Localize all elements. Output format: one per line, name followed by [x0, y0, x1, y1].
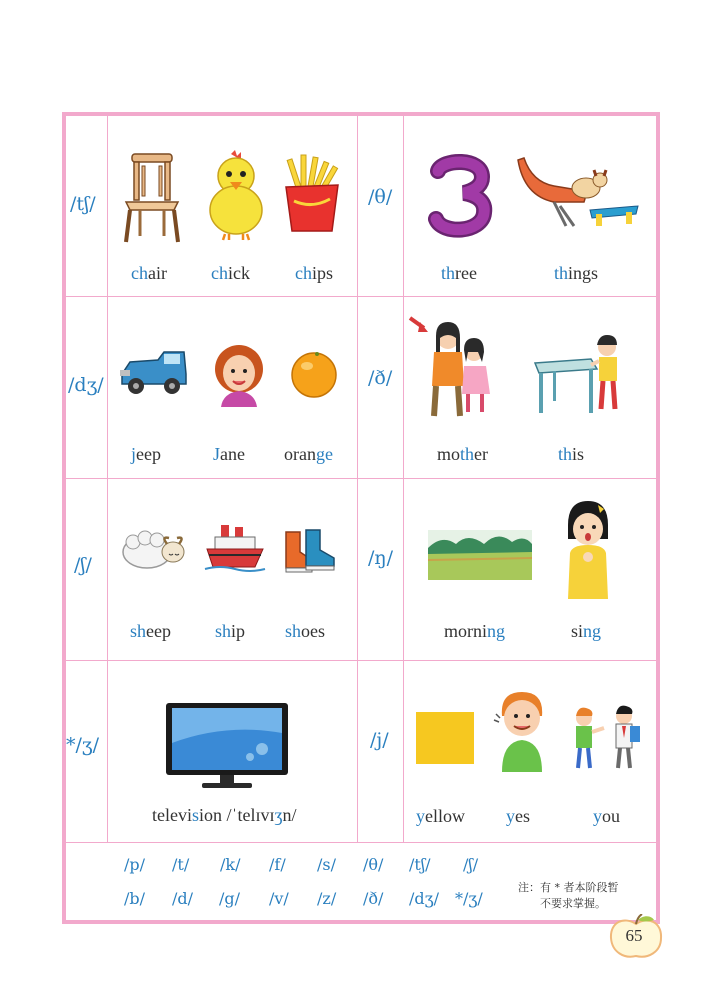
- this-illustration: [533, 333, 625, 419]
- phoneme-right: /j/: [370, 729, 389, 751]
- word-morning: morning: [444, 621, 505, 641]
- mother-illustration: [406, 312, 496, 422]
- word-chips: chips: [295, 263, 334, 283]
- bottom-phoneme: /s/: [317, 855, 336, 874]
- phoneme-left: /ʃ/: [74, 554, 92, 576]
- word-three: three: [441, 263, 477, 283]
- you-illustration: [568, 704, 644, 772]
- phoneme-left: /tʃ/: [70, 193, 96, 215]
- phoneme-right: /θ/: [368, 186, 393, 208]
- word-mother: mother: [437, 444, 489, 464]
- word-television: television /ˈtelɪvɪʒn/: [152, 805, 297, 825]
- orange-illustration: [289, 350, 339, 398]
- chips-illustration: [284, 155, 340, 233]
- word-jane: Jane: [213, 444, 245, 464]
- sing-illustration: [564, 499, 614, 603]
- word-jeep: jeep: [131, 444, 161, 464]
- chick-illustration: [205, 150, 267, 242]
- col-divider: [107, 115, 108, 842]
- row-divider: [65, 478, 657, 479]
- bottom-phoneme: /b/: [124, 889, 146, 908]
- word-chair: chair: [131, 263, 167, 283]
- page-number-badge: [608, 914, 660, 956]
- phoneme-left: /dʒ/: [68, 374, 104, 396]
- bottom-phoneme: /k/: [220, 855, 241, 874]
- ship-illustration: [205, 523, 265, 573]
- row-divider: [65, 660, 657, 661]
- col-divider: [403, 115, 404, 842]
- word-ship: ship: [215, 621, 246, 641]
- bottom-phoneme: */ʒ/: [455, 889, 483, 908]
- word-shoes: shoes: [285, 621, 326, 641]
- bottom-phoneme: /t/: [172, 855, 190, 874]
- footnote: [518, 880, 619, 912]
- col-divider: [357, 115, 358, 842]
- morning-illustration: [428, 530, 532, 580]
- word-chick: chick: [211, 263, 250, 283]
- sheep-illustration: [121, 528, 185, 572]
- bottom-phoneme: /θ/: [363, 855, 384, 874]
- things-illustration: [514, 156, 640, 230]
- bottom-phoneme: /d/: [172, 889, 194, 908]
- television-illustration: [166, 703, 288, 791]
- footnote-line: 注：有 * 者本阶段暂: [518, 881, 619, 894]
- bottom-phoneme: /z/: [317, 889, 337, 908]
- bottom-phoneme: /dʒ/: [409, 889, 440, 908]
- word-sheep: sheep: [130, 621, 171, 641]
- word-sing: sing: [571, 621, 602, 641]
- page-number: 65: [625, 926, 643, 945]
- word-this: this: [558, 444, 585, 464]
- word-yellow: yellow: [416, 806, 465, 826]
- number-three-illustration: [432, 157, 490, 233]
- word-yes: yes: [506, 806, 530, 826]
- jane-illustration: [213, 343, 265, 407]
- row-divider: [65, 842, 657, 843]
- phoneme-right: /ŋ/: [368, 547, 394, 569]
- bottom-phoneme: /v/: [269, 889, 289, 908]
- yes-illustration: [494, 688, 550, 772]
- shoes-illustration: [282, 528, 338, 574]
- word-orange: orange: [284, 444, 333, 464]
- word-you: you: [593, 806, 620, 826]
- word-things: things: [554, 263, 599, 283]
- footnote-line: 不要求掌握。: [540, 897, 606, 910]
- bottom-phoneme: /ð/: [363, 889, 384, 908]
- bottom-phoneme: /g/: [219, 889, 241, 908]
- chair-illustration: [122, 152, 182, 244]
- yellow-swatch-illustration: [416, 712, 474, 764]
- jeep-illustration: [118, 350, 188, 396]
- bottom-phoneme: /p/: [124, 855, 146, 874]
- phoneme-left: */ʒ/: [66, 734, 100, 756]
- bottom-phoneme: /tʃ/: [409, 855, 431, 874]
- phoneme-right: /ð/: [368, 367, 393, 389]
- bottom-phoneme: /f/: [269, 855, 286, 874]
- bottom-phoneme: /ʃ/: [463, 855, 479, 874]
- row-divider: [65, 296, 657, 297]
